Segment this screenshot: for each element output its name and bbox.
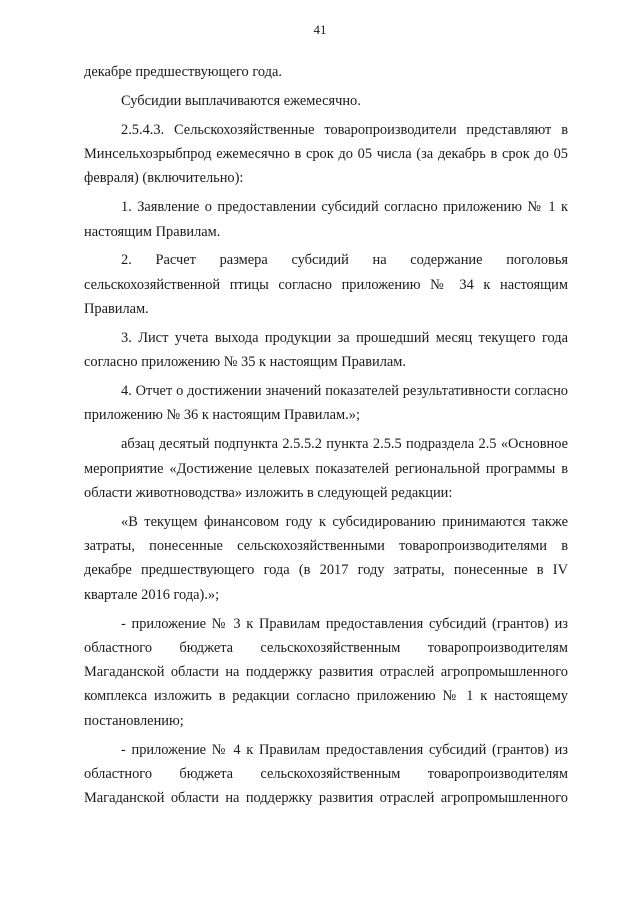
paragraph-continuation: декабре предшествующего года. [84, 64, 282, 80]
paragraph-abzac-desyatyi: абзац десятый подпункта 2.5.5.2 пункта 2.5.5 подраздела 2.5 «Основное мероприятие «Достижение целевых показателей региональной программы в области животноводства» изложить в следующей редакции: [84, 436, 568, 501]
document-body [84, 60, 568, 815]
paragraph-appendix-3: - приложение № 3 к Правилам предоставления субсидий (грантов) из областного бюджета сельскохозяйственным товаропроизводителям Магаданской области на поддержку развития отраслей агропромышленного комплекса изложить в редакции согласно приложению № 1 к настоящему постановлению; [84, 615, 568, 729]
paragraph-item-3: 3. Лист учета выхода продукции за прошедший месяц текущего года согласно приложению № 35 к настоящим Правилам. [84, 329, 568, 371]
paragraph-quoted-text: «В текущем финансовом году к субсидированию принимаются также затраты, понесенные сельскохозяйственными товаропроизводителями в декабре предшествующего года (в 2017 году затраты, понесенные в IV квартале 2016 года).»; [84, 513, 568, 603]
paragraph-2-5-4-3: 2.5.4.3. Сельскохозяйственные товаропроизводители представляют в Минсельхозрыбпрод ежемесячно в срок до 05 числа (за декабрь в срок до 05 февраля) (включительно): [84, 121, 568, 187]
paragraph-item-4: 4. Отчет о достижении значений показателей результативности согласно приложению № 36 к настоящим Правилам.»; [84, 383, 568, 424]
paragraph-monthly-payment: Субсидии выплачиваются ежемесячно. [121, 92, 361, 109]
paragraph-item-1: 1. Заявление о предоставлении субсидий согласно приложению № 1 к настоящим Правилам. [84, 199, 568, 240]
page-number: 41 [313, 22, 327, 37]
paragraph-item-2: 2. Расчет размера субсидий на содержание поголовья сельскохозяйственной птицы согласно приложению № 34 к настоящим Правилам. [84, 252, 568, 318]
paragraph-appendix-4: - приложение № 4 к Правилам предоставления субсидий (грантов) из областного бюджета сельскохозяйственным товаропроизводителям Магаданской области на поддержку развития отраслей агропромышленного [84, 741, 568, 807]
